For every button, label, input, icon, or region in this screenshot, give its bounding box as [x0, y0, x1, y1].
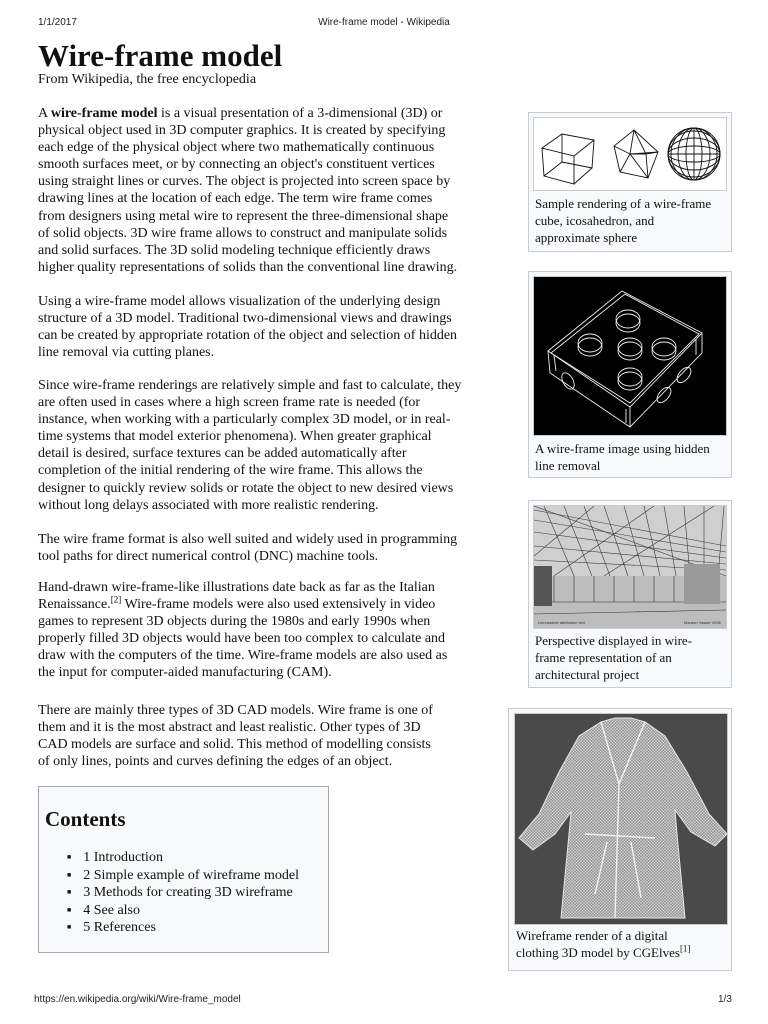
toc-item-introduction[interactable]: ■ 1 Introduction — [67, 850, 299, 868]
toc-item-methods[interactable]: ■ 3 Methods for creating 3D wireframe — [67, 885, 299, 903]
paragraph-cad-types: There are mainly three types of 3D CAD models. Wire frame is one of them and it is the most abstract and least realistic. Other types of 3D CAD models are surface and solid. This method of modelling consists of only lines, points and curves defining the edges of an object. — [38, 703, 433, 770]
page-subtitle: From Wikipedia, the free encyclopedia — [38, 72, 257, 87]
paragraph-dnc: The wire frame format is also well suited and widely used in programming tool paths for direct numerical control (DNC) machine tools. — [38, 532, 458, 565]
reference-1-link[interactable]: [1] — [679, 943, 691, 954]
dice-wireframe-drawing — [534, 277, 726, 435]
figure-hidden-line-dice — [528, 271, 732, 478]
toc-item-see-also[interactable]: ■ 4 See also — [67, 903, 299, 921]
dice-image[interactable] — [533, 276, 727, 436]
toc-item-simple-example[interactable]: ■ 2 Simple example of wireframe model — [67, 868, 299, 886]
paragraph-rendering-speed: Since wire-frame renderings are relatively simple and fast to calculate, they are often used in cases where a high screen frame rate is needed (for instance, when working with a particularly complex 3D model, or in real- time systems that model exterior phenomena). When greater graphical detail is desired, surface textures can be added automatically after completion of the initial rendering of the wire frame. This allows the designer to quickly review solids or rotate the object to new desired views without long delays associated with more realistic rendering. — [38, 378, 462, 513]
architecture-credit-right: Maraon Yasser 2006 — [684, 620, 721, 625]
paragraph-visualization: Using a wire-frame model allows visualization of the underlying design structure of a 3D model. Traditional two-dimensional views and drawings can be created by appropriate rotation of the object and selection of hidden line removal via cutting planes. — [38, 294, 458, 361]
term-wire-frame-model: wire-frame model — [50, 106, 158, 121]
wireframe-shapes-drawing — [534, 118, 726, 190]
paragraph-intro: A wire-frame model is a visual presentation of a 3-dimensional (3D) or physical object used in 3D computer graphics. It is created by specifying each edge of the physical object where two mathematically continuous smooth surfaces meet, or by connecting an object's constituent vertices using straight lines or curves. The object is projected into screen space by drawing lines at the location of each edge. The term wire frame comes from designers using metal wire to represent the three-dimensional shape of solid objects. 3D wire frame allows to construct and manipulate solids and solid surfaces. The 3D solid modeling technique efficiently draws higher quality representations of solids than the conventional line drawing. — [38, 106, 458, 275]
table-of-contents — [38, 786, 329, 953]
figure-wireframe-shapes — [528, 112, 732, 252]
toc-item-references[interactable]: ■ 5 References — [67, 920, 299, 938]
figure-clothing-model — [508, 708, 732, 971]
architecture-wireframe-drawing — [534, 506, 726, 628]
print-page-title: Wire-frame model - Wikipedia — [318, 17, 450, 28]
figure-caption-dice: A wire-frame image using hidden line removal — [535, 441, 710, 473]
wireframe-shapes-image[interactable] — [533, 117, 727, 191]
print-date: 1/1/2017 — [38, 17, 77, 28]
print-page-number: 1/3 — [718, 994, 732, 1005]
paragraph-history: Hand-drawn wire-frame-like illustrations date back as far as the Italian Renaissance.[2] Wire-frame models were also used extensively in video games to represent 3D objects during the 1980s and early 1990s when properly filled 3D objects would have been too complex to calculate and draw with the computers of the time. Wire-frame models are also used as the input for computer-aided manufacturing (CAM). — [38, 580, 448, 681]
robe-wireframe-drawing — [515, 714, 727, 924]
figure-caption-architecture: Perspective displayed in wire- frame representation of an architectural project — [535, 633, 693, 682]
architecture-image[interactable] — [533, 505, 727, 629]
figure-caption-shapes: Sample rendering of a wire-frame cube, icosahedron, and approximate sphere — [535, 196, 712, 245]
figure-architecture — [528, 500, 732, 688]
toc-heading: Contents — [45, 807, 126, 831]
figure-caption-clothing: Wireframe render of a digital clothing 3D model by CGElves[1] — [516, 928, 691, 960]
page-title: Wire-frame model — [38, 38, 283, 73]
print-url: https://en.wikipedia.org/wiki/Wire-frame_model — [34, 994, 241, 1005]
architecture-credit-left: Unreadable attribution text — [538, 620, 585, 625]
reference-2-link[interactable]: [2] — [110, 594, 122, 605]
clothing-model-image[interactable] — [514, 713, 728, 925]
